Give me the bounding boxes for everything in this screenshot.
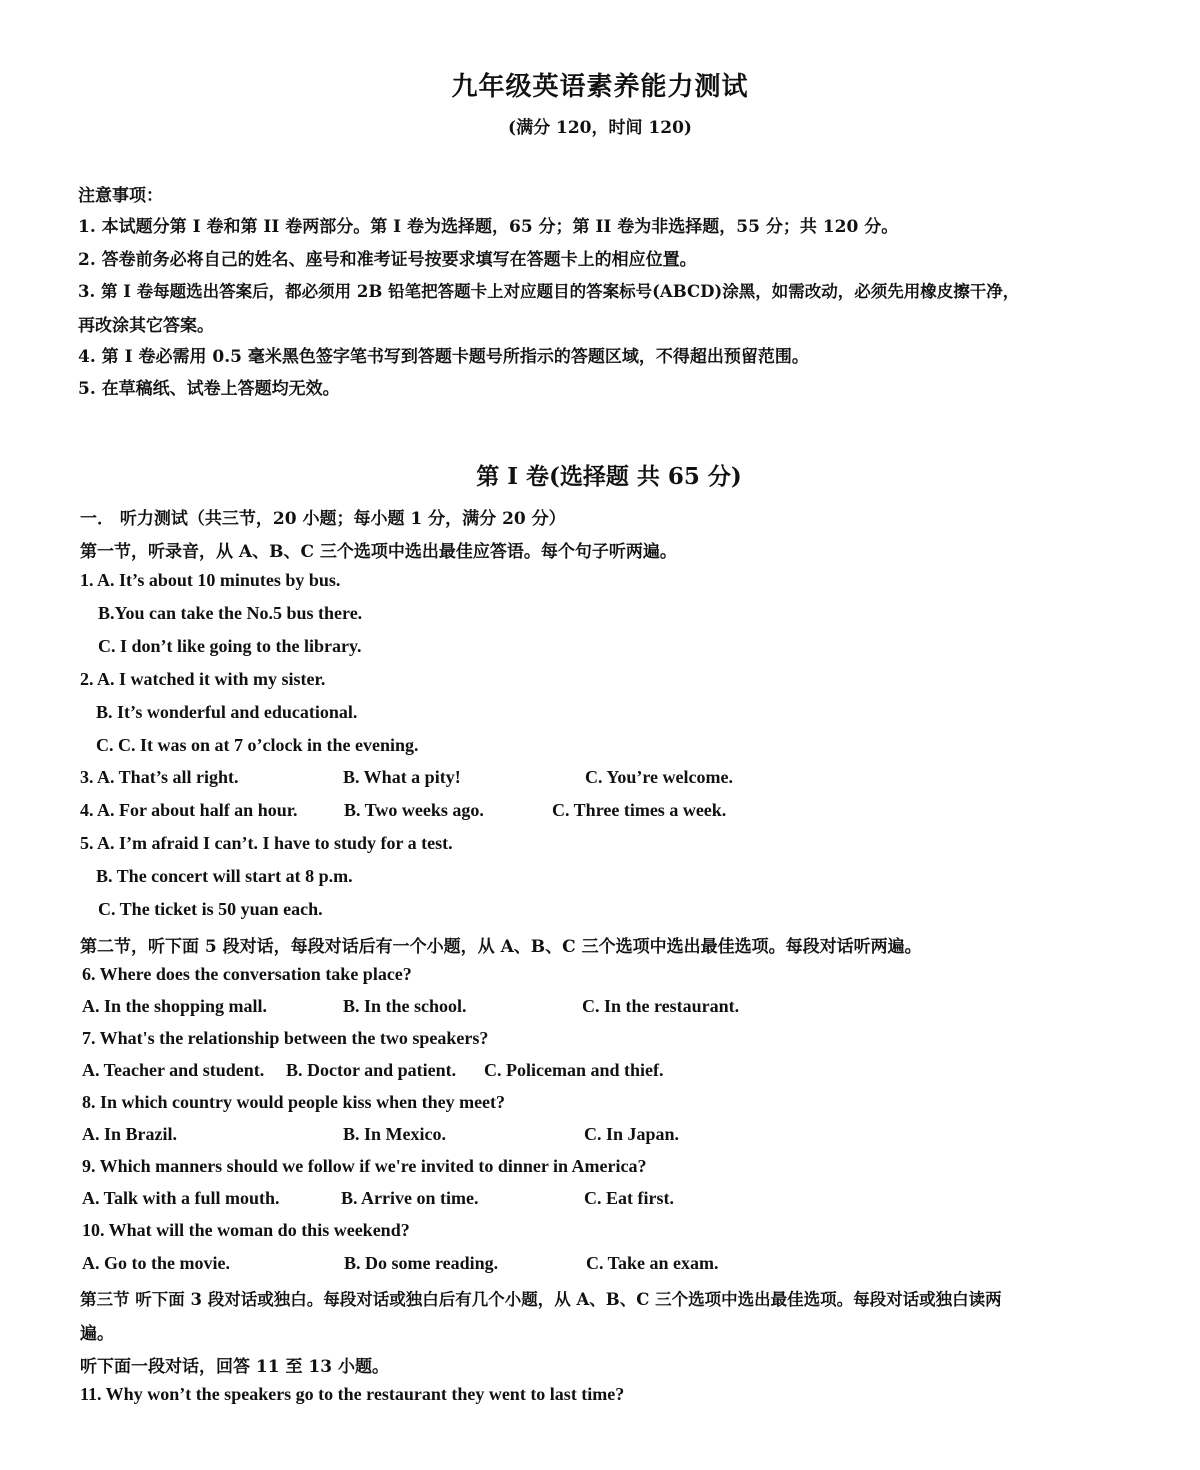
q9-option-c: C. Eat first. xyxy=(584,1188,674,1208)
q4-option-b: B. Two weeks ago. xyxy=(344,800,484,820)
listening-section-title: 一． 听力测试（共三节，20 小题；每小题 1 分，满分 20 分） xyxy=(80,509,566,529)
q5-option-c: C. The ticket is 50 yuan each. xyxy=(98,899,323,919)
note-item-3: 3. 第 I 卷每题选出答案后，都必须用 2B 铅笔把答题卡上对应题目的答案标号(ABCD)涂黑，如需改动，必须先用橡皮擦干净， xyxy=(78,282,1020,301)
q8-option-c: C. In Japan. xyxy=(584,1124,680,1144)
q10-option-a: A. Go to the movie. xyxy=(82,1253,230,1273)
q9-option-b: B. Arrive on time. xyxy=(341,1188,479,1208)
notes-heading: 注意事项： xyxy=(78,186,163,206)
part1-title: 第 I 卷(选择题 共 65 分) xyxy=(476,463,742,490)
section3-instruction-cont: 遍。 xyxy=(80,1324,114,1344)
q2-option-a: 2. A. I watched it with my sister. xyxy=(80,669,326,689)
q6-question: 6. Where does the conversation take place? xyxy=(82,964,412,984)
q10-question: 10. What will the woman do this weekend? xyxy=(82,1220,410,1240)
q8-option-a: A. In Brazil. xyxy=(82,1124,178,1144)
q5-option-a: 5. A. I’m afraid I can’t. I have to study for a test. xyxy=(80,833,453,853)
q4-option-c: C. Three times a week. xyxy=(552,800,727,820)
q10-option-b: B. Do some reading. xyxy=(344,1253,499,1273)
q5-option-b: B. The concert will start at 8 p.m. xyxy=(96,866,353,886)
q3-option-b: B. What a pity! xyxy=(343,767,461,787)
q1-option-b: B.You can take the No.5 bus there. xyxy=(98,603,363,623)
q2-option-c: C. C. It was on at 7 o’clock in the evening. xyxy=(96,735,419,755)
section2-instruction: 第二节，听下面 5 段对话，每段对话后有一个小题，从 A、B、C 三个选项中选出最佳选项。每段对话听两遍。 xyxy=(80,937,922,957)
q11-question: 11. Why won’t the speakers go to the restaurant they went to last time? xyxy=(80,1384,625,1404)
q3-option-c: C. You’re welcome. xyxy=(585,767,733,787)
q7-question: 7. What's the relationship between the two speakers? xyxy=(82,1028,489,1048)
note-item-4: 4. 第 I 卷必需用 0.5 毫米黑色签字笔书写到答题卡题号所指示的答题区域，不得超出预留范围。 xyxy=(78,347,809,367)
q1-option-a: 1. A. It’s about 10 minutes by bus. xyxy=(80,570,341,590)
section3-subinstruction: 听下面一段对话，回答 11 至 13 小题。 xyxy=(80,1357,389,1377)
page-subtitle: (满分 120，时间 120) xyxy=(508,118,692,138)
q8-question: 8. In which country would people kiss when they meet? xyxy=(82,1092,506,1112)
q2-option-b: B. It’s wonderful and educational. xyxy=(96,702,358,722)
q8-option-b: B. In Mexico. xyxy=(343,1124,446,1144)
q4-option-a: 4. A. For about half an hour. xyxy=(80,800,298,820)
page-title: 九年级英语素养能力测试 xyxy=(451,72,749,102)
q10-option-c: C. Take an exam. xyxy=(586,1253,719,1273)
note-item-5: 5. 在草稿纸、试卷上答题均无效。 xyxy=(78,379,340,399)
q6-option-c: C. In the restaurant. xyxy=(582,996,740,1016)
q7-option-b: B. Doctor and patient. xyxy=(286,1060,457,1080)
q7-option-a: A. Teacher and student. xyxy=(82,1060,265,1080)
section3-instruction: 第三节 听下面 3 段对话或独白。每段对话或独白后有几个小题，从 A、B、C 三个选项中选出最佳选项。每段对话或独白读两 xyxy=(80,1290,1002,1309)
q3-option-a: 3. A. That’s all right. xyxy=(80,767,239,787)
q6-option-a: A. In the shopping mall. xyxy=(82,996,268,1016)
note-item-2: 2. 答卷前务必将自己的姓名、座号和准考证号按要求填写在答题卡上的相应位置。 xyxy=(78,250,697,270)
note-item-3-cont: 再改涂其它答案。 xyxy=(78,316,214,336)
q9-question: 9. Which manners should we follow if we're invited to dinner in America? xyxy=(82,1156,647,1176)
note-item-1: 1. 本试题分第 I 卷和第 II 卷两部分。第 I 卷为选择题，65 分；第 II 卷为非选择题，55 分；共 120 分。 xyxy=(78,217,899,237)
q6-option-b: B. In the school. xyxy=(343,996,467,1016)
q1-option-c: C. I don’t like going to the library. xyxy=(98,636,362,656)
section1-instruction: 第一节，听录音，从 A、B、C 三个选项中选出最佳应答语。每个句子听两遍。 xyxy=(80,542,677,562)
q7-option-c: C. Policeman and thief. xyxy=(484,1060,664,1080)
q9-option-a: A. Talk with a full mouth. xyxy=(82,1188,280,1208)
